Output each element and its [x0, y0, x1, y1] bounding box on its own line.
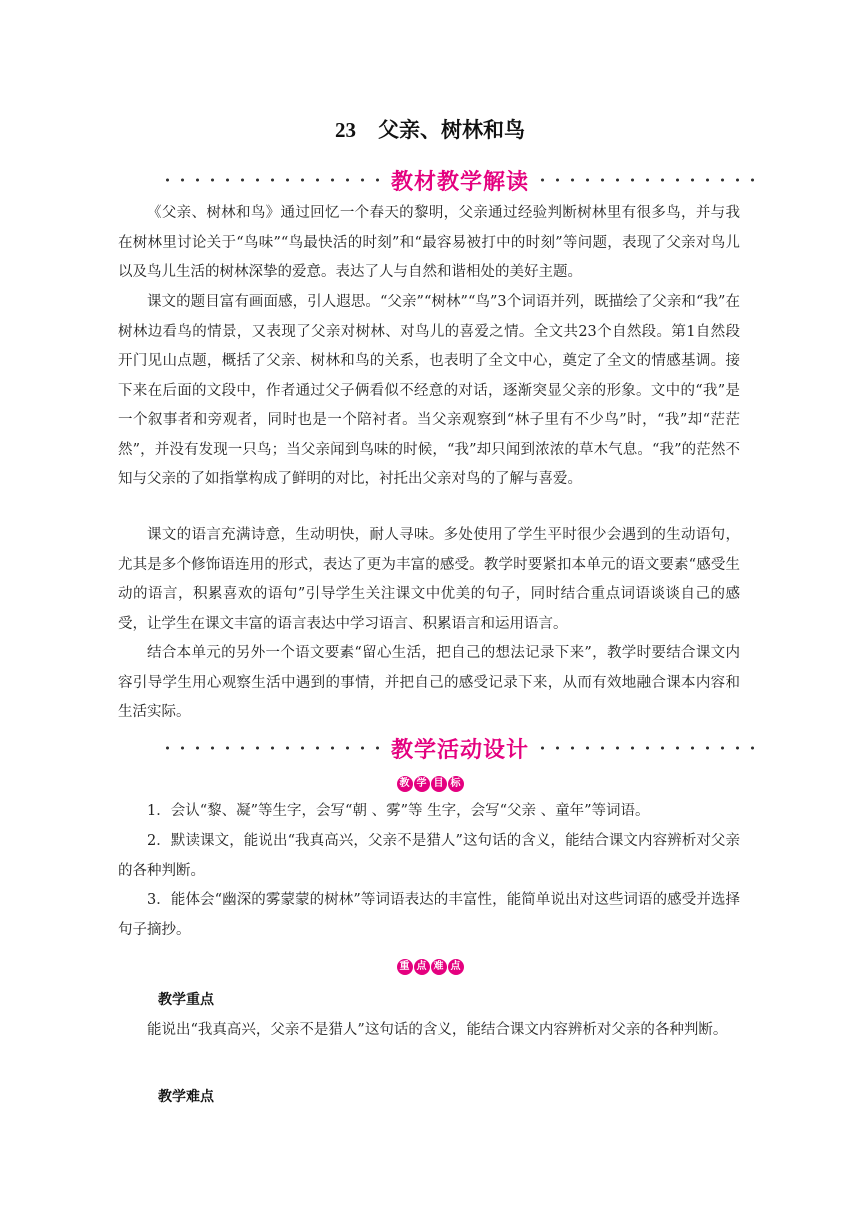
badge-key-difficult — [0, 954, 860, 975]
badge-char: 重 — [397, 959, 413, 975]
section-banner-activity — [158, 731, 762, 765]
lesson-number: 23 — [335, 118, 356, 142]
badge-char: 难 — [431, 959, 447, 975]
section-heading-interpretation: 教材教学解读 — [391, 169, 530, 195]
badge-char: 学 — [414, 776, 430, 792]
dotted-divider-right — [533, 178, 762, 182]
subheading-difficult-points: 教学难点 — [158, 1089, 214, 1105]
badge-char: 教 — [397, 776, 413, 792]
goal-item: 2．默读课文，能说出“我真高兴，父亲不是猎人”这句话的含义，能结合课文内容辨析对父亲的各种判断。 — [118, 833, 740, 879]
subheading-key-points: 教学重点 — [158, 992, 214, 1008]
goal-item: 1．会认“黎、凝”等生字，会写“朝 、雾”等 生字，会写“父亲 、童年”等词语。 — [147, 803, 650, 819]
paragraph: 课文的语言充满诗意，生动明快，耐人寻味。多处使用了学生平时很少会遇到的生动语句，尤其是多个修饰语连用的形式，表达了更为丰富的感受。教学时要紧扣本单元的语文要素“感受生动的语言，积累喜欢的语句”引导学生关注课文中优美的句子，同时结合重点词语谈谈自己的感受，让学生在课文丰富的语言表达中学习语言、积累语言和运用语言。 — [118, 527, 740, 632]
badge-teaching-goals — [0, 771, 860, 792]
lesson-title-text: 父亲、树林和鸟 — [378, 118, 525, 142]
paragraph: 课文的题目富有画面感，引人遐思。“父亲”“树林”“鸟”3个词语并列，既描绘了父亲和“我”在树林边看鸟的情景，又表现了父亲对树林、对鸟儿的喜爱之情。全文共23个自然段。第1自然段开门见山点题，概括了父亲、树林和鸟的关系，也表明了全文中心，奠定了全文的情感基调。接下来在后面的文段中，作者通过父子俩看似不经意的对话，逐渐突显父亲的形象。文中的“我”是一个叙事者和旁观者，同时也是一个陪衬者。当父亲观察到“林子里有不少鸟”时，“我”却“茫茫然”，并没有发现一只鸟；当父亲闻到鸟味的时候，“我”却只闻到浓浓的草木气息。“我”的茫然不知与父亲的了如指掌构成了鲜明的对比，衬托出父亲对鸟的了解与喜爱。 — [118, 294, 740, 487]
goal-item: 3．能体会“幽深的雾蒙蒙的树林”等词语表达的丰富性，能简单说出对这些词语的感受并选择句子摘抄。 — [118, 892, 740, 938]
badge-char: 目 — [431, 776, 447, 792]
lesson-title — [0, 114, 860, 144]
dotted-divider-left — [158, 178, 387, 182]
dotted-divider-right — [533, 746, 762, 750]
key-points-text: 能说出“我真高兴，父亲不是猎人”这句话的含义，能结合课文内容辨析对父亲的各种判断。 — [147, 1022, 728, 1038]
dotted-divider-left — [158, 746, 387, 750]
paragraph: 《父亲、树林和鸟》通过回忆一个春天的黎明，父亲通过经验判断树林里有很多鸟，并与我在树林里讨论关于“鸟味”“鸟最快活的时刻”和“最容易被打中的时刻”等问题，表现了父亲对鸟儿以及鸟儿生活的树林深挚的爱意。表达了人与自然和谐相处的美好主题。 — [118, 205, 740, 280]
badge-char: 标 — [448, 776, 464, 792]
badge-char: 点 — [414, 959, 430, 975]
section-heading-activity: 教学活动设计 — [391, 737, 530, 763]
section-banner-interpretation — [158, 163, 762, 197]
badge-char: 点 — [448, 959, 464, 975]
paragraph: 结合本单元的另外一个语文要素“留心生活，把自己的想法记录下来”，教学时要结合课文内容引导学生用心观察生活中遇到的事情，并把自己的感受记录下来，从而有效地融合课本内容和生活实际。 — [118, 645, 740, 720]
